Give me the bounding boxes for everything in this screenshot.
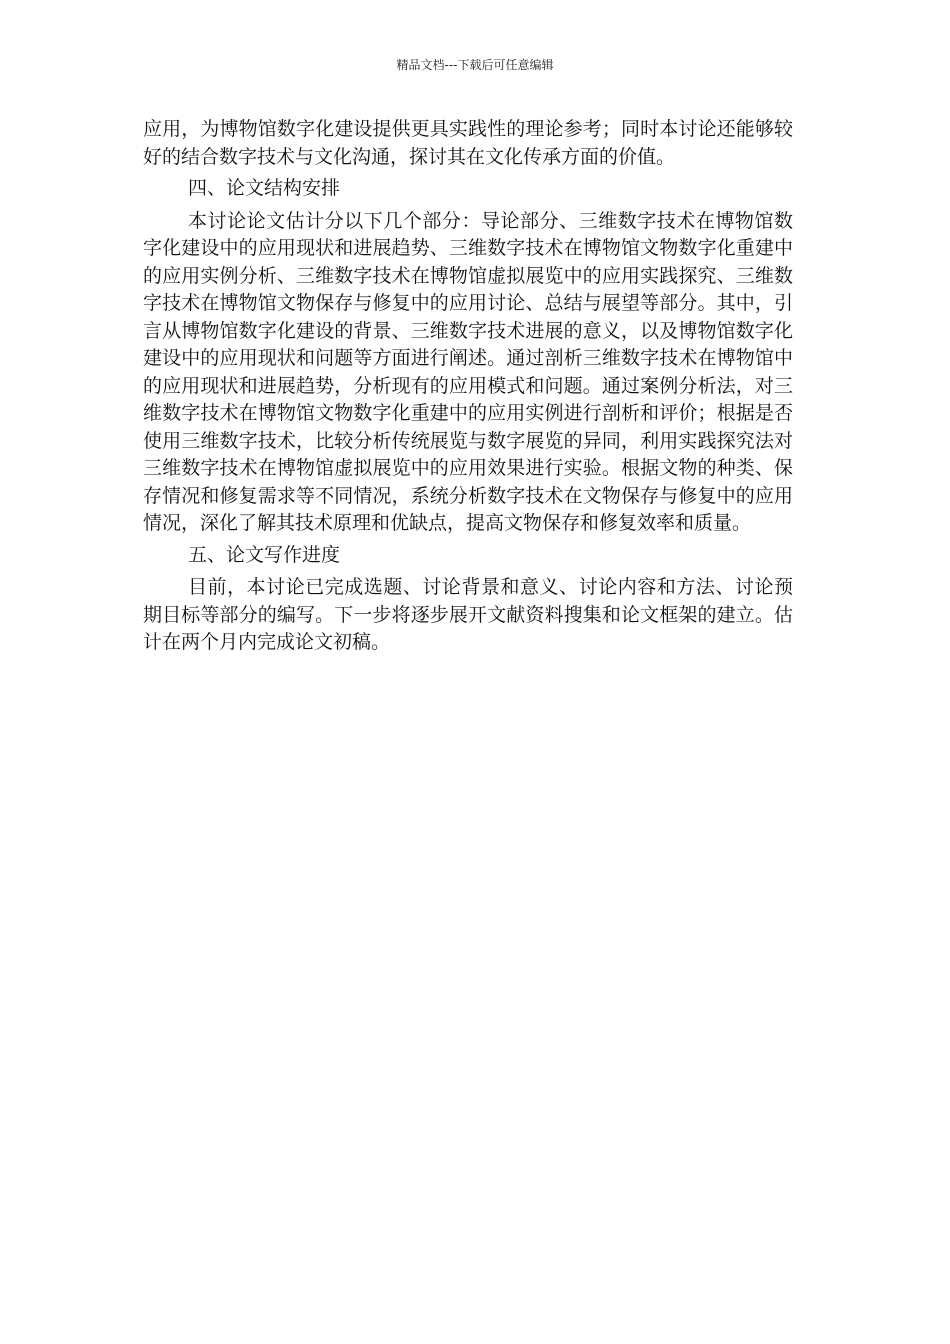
paragraph-progress: 目前，本讨论已完成选题、讨论背景和意义、讨论内容和方法、讨论预期目标等部分的编写。下一步将逐步展开文献资料搜集和论文框架的建立。估计在两个月内完成论文初稿。 — [143, 576, 793, 653]
page-header: 精品文档---下载后可任意编辑 — [396, 58, 554, 72]
paragraph-structure: 本讨论论文估计分以下几个部分：导论部分、三维数字技术在博物馆数字化建设中的应用现状和进展趋势、三维数字技术在博物馆文物数字化重建中的应用实例分析、三维数字技术在博物馆虚拟展览中的应用实践探究、三维数字技术在博物馆文物保存与修复中的应用讨论、总结与展望等部分。其中，引言从博物馆数字化建设的背景、三维数字技术进展的意义，以及博物馆数字化建设中的应用现状和问题等方面进行阐述。通过剖析三维数字技术在博物馆中的应用现状和进展趋势，分析现有的应用模式和问题。通过案例分析法，对三维数字技术在博物馆文物数字化重建中的应用实例进行剖析和评价；根据是否使用三维数字技术，比较分析传统展览与数字展览的异同，利用实践探究法对三维数字技术在博物馆虚拟展览中的应用效果进行实验。根据文物的种类、保存情况和修复需求等不同情况，系统分析数字技术在文物保存与修复中的应用情况，深化了解其技术原理和优缺点，提高文物保存和修复效率和质量。 — [143, 209, 793, 534]
section-heading-structure: 四、论文结构安排 — [188, 177, 341, 199]
section-heading-progress: 五、论文写作进度 — [188, 543, 341, 566]
document-body — [143, 116, 793, 657]
paragraph-intro-continued: 应用，为博物馆数字化建设提供更具实践性的理论参考；同时本讨论还能够较好的结合数字技术与文化沟通，探讨其在文化传承方面的价值。 — [143, 118, 793, 168]
